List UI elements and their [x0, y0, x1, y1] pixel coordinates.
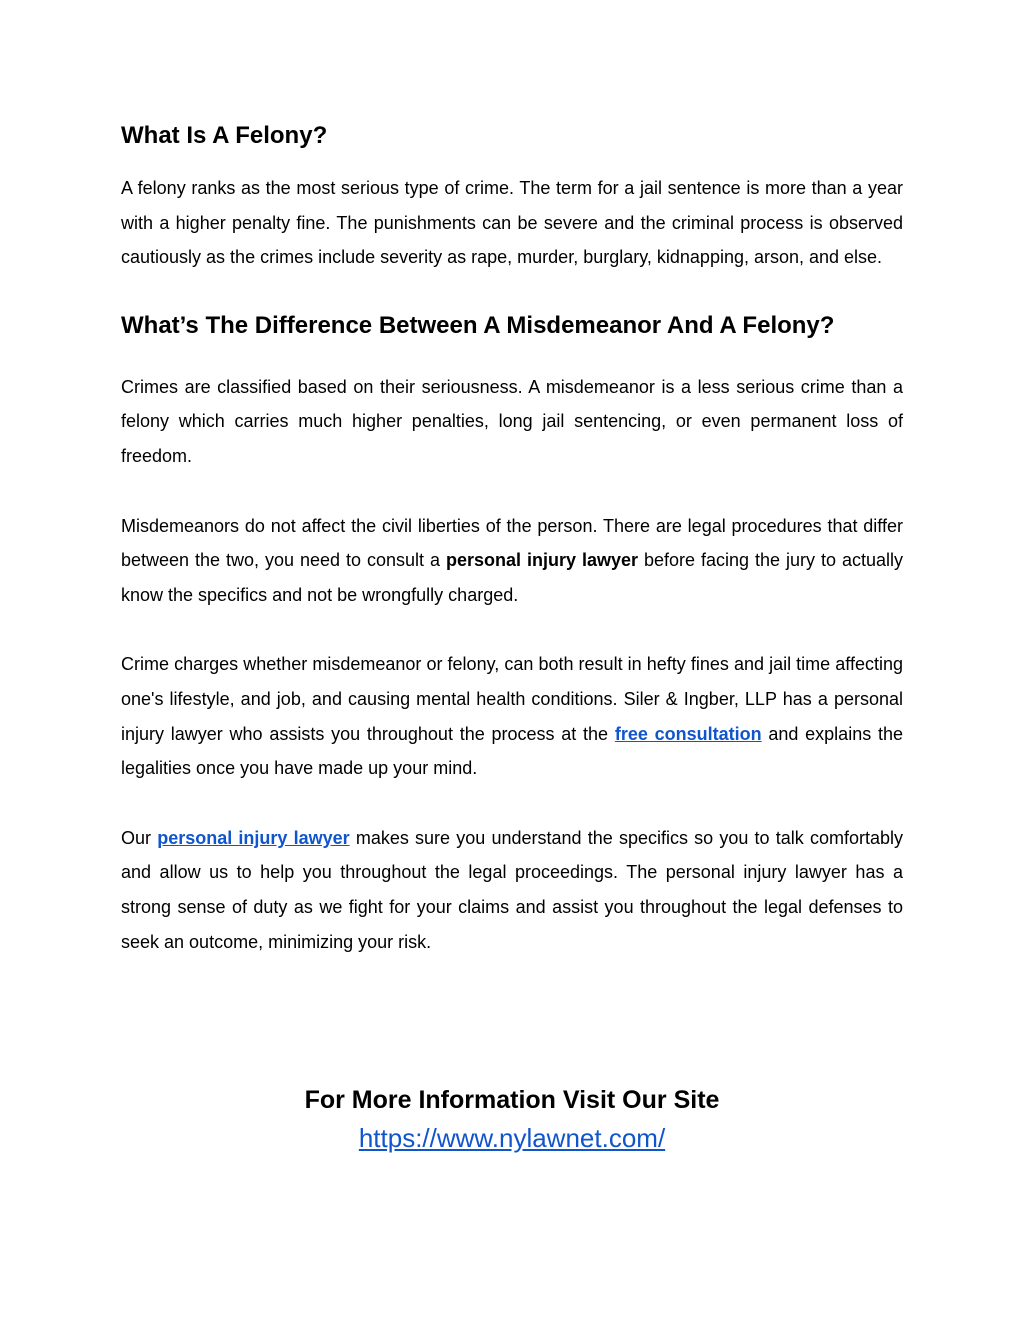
- paragraph-text: and explains the legalities once you have made up your mind.: [121, 723, 903, 779]
- bold-personal-injury-lawyer: personal injury lawyer: [446, 550, 639, 571]
- paragraph-text: before facing the jury to actually know the specifics and not be wrongfully charged.: [121, 550, 903, 605]
- paragraph-text: Our: [121, 827, 158, 848]
- paragraph-text: Crime charges whether misdemeanor or felony, can both result in hefty fines and jail time affecting one's lifestyle, and job, and causing mental health conditions. Siler & Ingber, LLP has a personal injury lawyer who assists you throughout the process at the: [121, 654, 903, 744]
- paragraph-text: Misdemeanors do not affect the civil liberties of the person. There are legal procedures that differ between the two, you need to consult a: [121, 515, 903, 571]
- free-consultation-link[interactable]: free consultation: [614, 723, 762, 744]
- paragraph-text: makes sure you understand the specifics so you to talk comfortably and allow us to help you throughout the legal proceedings. The personal injury lawyer has a strong sense of duty as we fight for your claims and assist you throughout the legal defenses to seek an outcome, minimizing your risk.: [121, 827, 903, 952]
- site-url-link[interactable]: https://www.nylawnet.com/: [358, 1123, 666, 1153]
- paragraph-felony-definition: A felony ranks as the most serious type of crime. The term for a jail sentence is more than a year with a higher penalty fine. The punishments can be severe and the criminal process is observed cautiously as the crimes include severity as rape, murder, burglary, kidnapping, arson, and else.: [121, 178, 903, 268]
- document-body: [121, 112, 903, 959]
- paragraph-civil-liberties: [121, 509, 903, 613]
- heading-what-is-a-felony: What Is A Felony?: [121, 122, 328, 149]
- personal-injury-lawyer-link[interactable]: personal injury lawyer: [157, 827, 350, 848]
- paragraph-crime-charges: [121, 647, 903, 785]
- footer: [0, 1081, 1024, 1157]
- footer-title: For More Information Visit Our Site: [304, 1086, 720, 1114]
- paragraph-classification: Crimes are classified based on their seriousness. A misdemeanor is a less serious crime than a felony which carries much higher penalties, long jail sentencing, or even permanent loss of freedom.: [121, 376, 903, 466]
- paragraph-our-lawyer: [121, 821, 903, 959]
- heading-difference: What’s The Difference Between A Misdemeanor And A Felony?: [121, 311, 835, 339]
